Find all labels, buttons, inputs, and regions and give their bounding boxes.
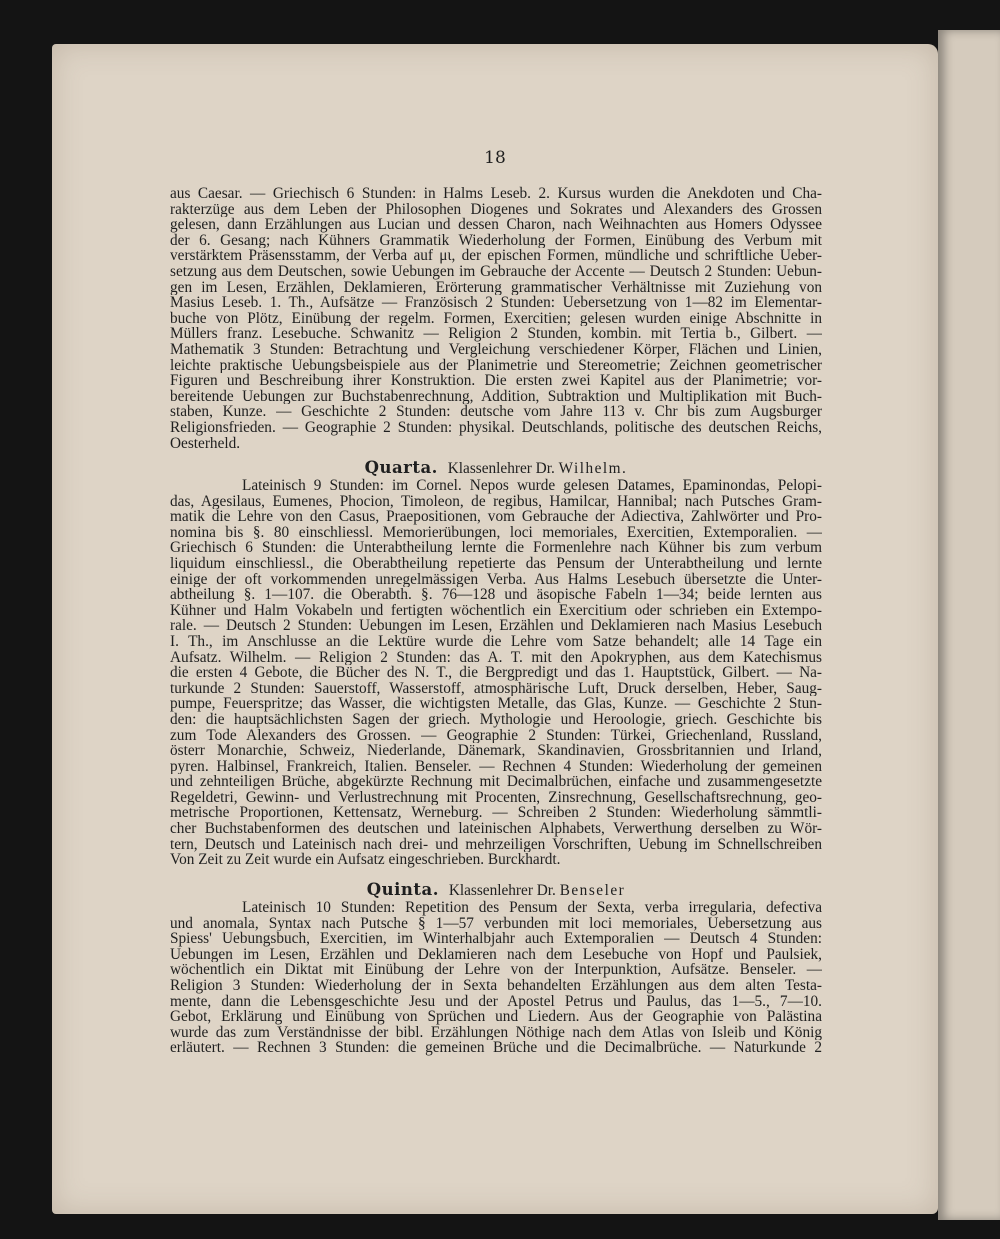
text-line: leichte praktische Uebungsbeispiele aus der Planimetrie und Stereometrie; Zeichnen geometrischer — [170, 357, 822, 374]
text-line: I. Th., im Anschlusse an die Lektüre wurde die Lehre vom Satze behandelt; alle 14 Tage ein — [170, 633, 822, 650]
intro-paragraph — [170, 186, 822, 451]
quinta-paragraph — [170, 900, 822, 1056]
text-line: Von Zeit zu Zeit wurde ein Aufsatz eingeschrieben. Burckhardt. — [170, 852, 561, 868]
text-line: Gebot, Erklärung und Einübung von Sprüchen und Liedern. Aus der Geographie von Palästina — [170, 1009, 822, 1025]
text-line: gelesen, dann Erzählungen aus Lucian und dessen Charon, nach Weihnachten aus Homers Odyssee — [170, 217, 822, 233]
text-line: staben, Kunze. — Geschichte 2 Stunden: deutsche vom Jahre 113 v. Chr bis zum Augsburger — [170, 404, 822, 420]
text-line: Spiess' Uebungsbuch, Exercitien, im Winterhalbjahr auch Extemporalien — Deutsch 4 Stunden: — [170, 931, 822, 947]
text-line: abtheilung §. 1—107. die Oberabth. §. 76—128 und äsopische Fabeln 1—34; beide lernten aus — [170, 587, 822, 603]
quarta-paragraph — [170, 478, 822, 868]
text-line: pyren. Halbinsel, Frankreich, Italien. Benseler. — Rechnen 4 Stunden: Wiederholung der gemeinen — [170, 758, 822, 775]
text-line: wöchentlich ein Diktat mit Einübung der Lehre von der Interpunktion, Aufsätze. Benseler. — — [170, 962, 822, 978]
quinta-title: Quinta. — [366, 880, 439, 899]
text-line: erläutert. — Rechnen 3 Stunden: die gemeinen Brüche und die Decimalbrüche. — Naturkunde 2 — [170, 1040, 822, 1056]
text-line: den: die hauptsächlichsten Sagen der griech. Mythologie und Heroologie, griech. Geschichte bis — [170, 711, 822, 728]
quinta-heading — [170, 880, 822, 900]
quinta-teacher-label: Klassenlehrer Dr. — [448, 882, 556, 899]
text-line: Mathematik 3 Stunden: Betrachtung und Vergleichung verschiedener Körper, Flächen und Linien, — [170, 341, 822, 358]
page-number: 18 — [484, 148, 506, 168]
text-line: Regeldetri, Gewinn- und Verlustrechnung mit Procenten, Zinsrechnung, Gesellschaftsrechnung, geo- — [170, 789, 822, 806]
text-line: bereitende Uebungen zur Buchstabenrechnung, Addition, Subtraktion und Multiplikation mit Buch- — [170, 388, 822, 405]
text-line: Masius Leseb. 1. Th., Aufsätze — Französisch 2 Stunden: Uebersetzung von 1—82 im Elementar- — [170, 295, 822, 311]
quinta-section — [170, 880, 822, 1056]
text-line: Figuren und Beschreibung ihrer Konstruktion. Die ersten zwei Kapitel aus der Planimetrie; vor- — [170, 373, 822, 389]
text-line: cher Buchstabenformen des deutschen und lateinischen Alphabets, Verwerthung derselben zu Wör- — [170, 821, 822, 837]
text-line: und zehnteiligen Brüche, abgekürzte Rechnung mit Decimalbrüchen, einfache und zusammengesetzte — [170, 774, 822, 790]
quarta-section — [170, 458, 822, 868]
text-line: das, Agesilaus, Eumenes, Phocion, Timoleon, de regibus, Hamilcar, Hannibal; nach Putsches Gram- — [170, 493, 822, 510]
quarta-heading — [170, 458, 822, 478]
quarta-teacher-name: Wilhelm. — [558, 460, 628, 477]
text-line: gen im Lesen, Erzählen, Deklamieren, Erörterung grammatischer Verhältnisse mit Zuziehung von — [170, 279, 822, 296]
quarta-teacher-label: Klassenlehrer Dr. — [447, 460, 555, 477]
text-line: liquidum einschliessl., die Oberabtheilung repetierte das Pensum der Unterabtheilung und lernte — [170, 555, 822, 572]
text-line: Oesterheld. — [170, 435, 241, 452]
text-line: Uebungen im Lesen, Erzählen und Deklamieren nach dem Lesebuche von Hopf und Paulsiek, — [170, 946, 822, 963]
text-line: Religion 3 Stunden: Wiederholung der in Sexta behandelten Erzählungen aus dem alten Testa- — [170, 977, 822, 994]
text-line: rale. — Deutsch 2 Stunden: Uebungen im Lesen, Erzählen und Deklamieren nach Masius Lesebuch — [170, 618, 822, 634]
text-line: Lateinisch 9 Stunden: im Cornel. Nepos wurde gelesen Datames, Epaminondas, Pelopi- — [242, 478, 822, 494]
text-line: österr Monarchie, Schweiz, Niederlande, Dänemark, Skandinavien, Grossbritannien und Irland, — [170, 743, 822, 759]
document-page — [52, 44, 938, 1214]
text-line: einige der oft vorkommenden unregelmässigen Verba. Aus Halms Lesebuch übersetzte die Unter- — [170, 571, 822, 588]
quinta-teacher-name: Benseler — [559, 882, 626, 899]
text-line: rakterzüge aus dem Leben der Philosophen Diogenes und Sokrates und Alexanders des Grossen — [170, 201, 822, 218]
text-line: nomina bis §. 80 einschliessl. Memorierübungen, loci memoriales, Exercitien, Extemporalien. — — [170, 524, 822, 541]
text-line: zum Tode Alexanders des Grossen. — Geographie 2 Stunden: Türkei, Griechenland, Russland, — [170, 727, 822, 744]
text-line: metrische Proportionen, Kettensatz, Werneburg. — Schreiben 2 Stunden: Wiederholung sämmtli- — [170, 805, 822, 822]
text-line: verstärktem Präsensstamm, der Verba auf μι, der epischen Formen, mündliche und schriftliche Ueber- — [170, 248, 822, 264]
text-line: der 6. Gesang; nach Kühners Grammatik Wiederholung der Formen, Einübung des Verbum mit — [170, 232, 822, 249]
text-line: Religionsfrieden. — Geographie 2 Stunden: physikal. Deutschlands, politische des deutschen Reichs, — [170, 419, 822, 436]
quarta-title: Quarta. — [364, 458, 438, 477]
text-line: Griechisch 6 Stunden: die Unterabtheilung lernte die Formenlehre nach Kühner bis zum verbum — [170, 540, 822, 556]
text-line: tern, Deutsch und Lateinisch nach drei- und mehrzeiligen Vorschriften, Uebung im Schnellschreiben — [170, 836, 822, 853]
text-line: Müllers franz. Lesebuche. Schwanitz — Religion 2 Stunden, kombin. mit Tertia b., Gilbert. — — [170, 326, 822, 342]
text-line: buche von Plötz, Einübung der regelm. Formen, Exercitien; gelesen wurden einige Abschnitte in — [170, 310, 822, 327]
text-line: Lateinisch 10 Stunden: Repetition des Pensum der Sexta, verba irregularia, defectiva — [242, 900, 822, 916]
text-line: Aufsatz. Wilhelm. — Religion 2 Stunden: das A. T. mit den Apokryphen, aus dem Katechismus — [170, 649, 822, 666]
text-line: die ersten 4 Gebote, die Bücher des N. T., die Bergpredigt und das 1. Hauptstück, Gilbert. — Na- — [170, 665, 822, 681]
text-line: mente, dann die Lebensgeschichte Jesu und der Apostel Petrus und Paulus, das 1—5., 7—10. — [170, 993, 822, 1010]
text-line: aus Caesar. — Griechisch 6 Stunden: in Halms Leseb. 2. Kursus wurden die Anekdoten und Cha- — [170, 186, 822, 202]
adjacent-page-edge — [938, 30, 1000, 1220]
text-line: pumpe, Feuerspritze; das Wasser, die wichtigsten Metalle, das Glas, Kunze. — Geschichte 2 Stun- — [170, 696, 822, 712]
text-line: turkunde 2 Stunden: Sauerstoff, Wasserstoff, atmosphärische Luft, Druck derselben, Heber, Saug- — [170, 680, 822, 697]
text-line: setzung aus dem Deutschen, sowie Uebungen im Gebrauche der Accente — Deutsch 2 Stunden: Uebun- — [170, 263, 822, 280]
text-line: wurde das zum Verständnisse der bibl. Erzählungen Nöthige nach dem Atlas von Isleib und König — [170, 1024, 822, 1041]
text-line: und anomala, Syntax nach Putsche § 1—57 verbunden mit loci memoriales, Uebersetzung aus — [170, 915, 822, 932]
text-line: matik die Lehre von den Casus, Praepositionen, vom Gebrauche der Adiectiva, Zahlwörter und Pro- — [170, 509, 822, 525]
text-line: Kühner und Halm Vokabeln und fertigten wöchentlich ein Exercitium oder schrieben ein Extempo- — [170, 602, 822, 619]
